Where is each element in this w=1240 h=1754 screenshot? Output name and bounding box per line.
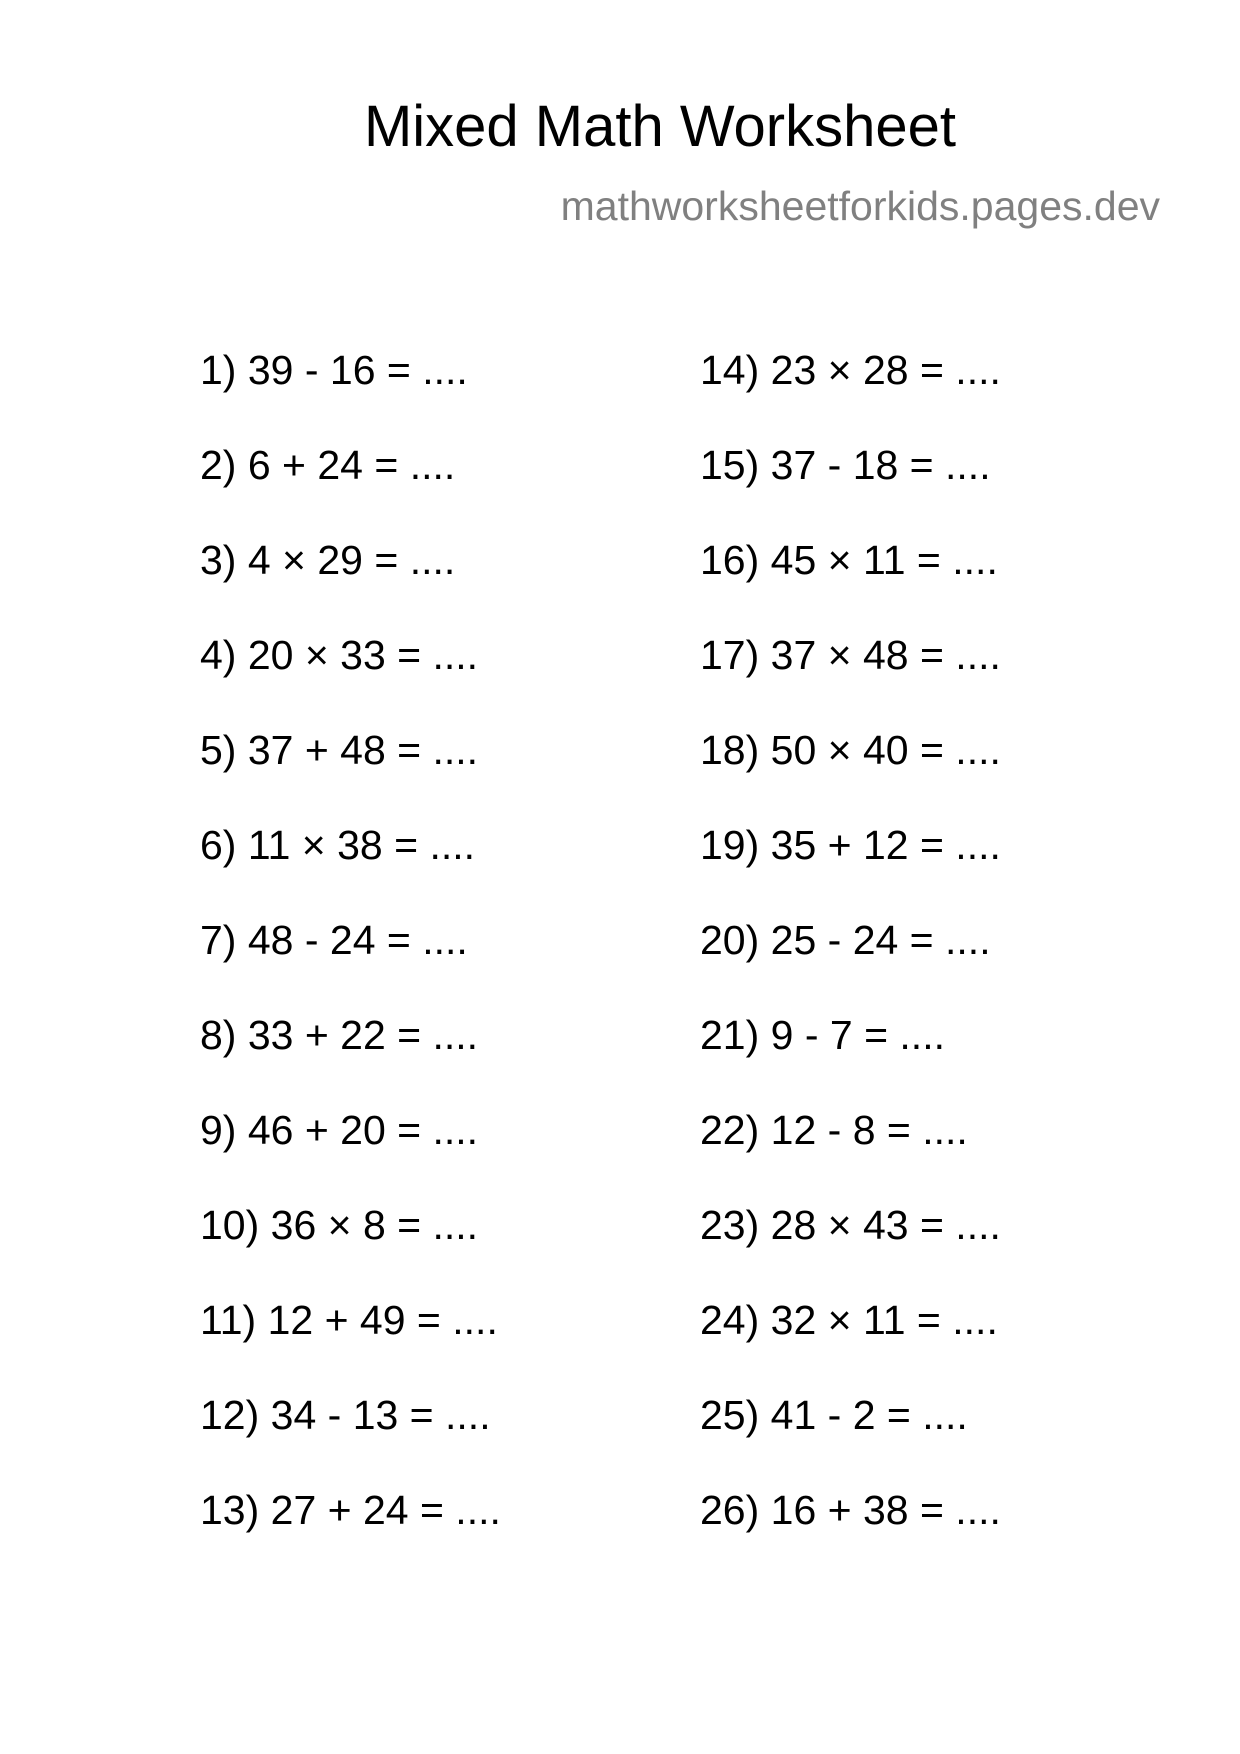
problem-2: 2) 6 + 24 = .... xyxy=(200,442,456,488)
page-title: Mixed Math Worksheet xyxy=(363,94,957,159)
problem-10: 10) 36 × 8 = .... xyxy=(200,1202,479,1248)
problem-1: 1) 39 - 16 = .... xyxy=(200,347,468,393)
right-problem-column xyxy=(700,347,1001,1585)
problem-18: 18) 50 × 40 = .... xyxy=(700,727,1001,773)
problem-13: 13) 27 + 24 = .... xyxy=(200,1487,501,1533)
problem-16: 16) 45 × 11 = .... xyxy=(700,537,998,583)
problem-grid xyxy=(200,347,1100,1550)
problem-20: 20) 25 - 24 = .... xyxy=(700,917,991,963)
problem-19: 19) 35 + 12 = .... xyxy=(700,822,1001,868)
problem-25: 25) 41 - 2 = .... xyxy=(700,1392,968,1438)
problem-5: 5) 37 + 48 = .... xyxy=(200,727,479,773)
source-url: mathworksheetforkids.pages.dev xyxy=(560,183,1160,229)
problem-14: 14) 23 × 28 = .... xyxy=(700,347,1001,393)
problem-7: 7) 48 - 24 = .... xyxy=(200,917,468,963)
problem-26: 26) 16 + 38 = .... xyxy=(700,1487,1001,1533)
problem-9: 9) 46 + 20 = .... xyxy=(200,1107,479,1153)
problem-6: 6) 11 × 38 = .... xyxy=(200,822,476,868)
problem-8: 8) 33 + 22 = .... xyxy=(200,1012,479,1058)
problem-17: 17) 37 × 48 = .... xyxy=(700,632,1001,678)
problem-23: 23) 28 × 43 = .... xyxy=(700,1202,1001,1248)
problem-15: 15) 37 - 18 = .... xyxy=(700,442,991,488)
problem-24: 24) 32 × 11 = .... xyxy=(700,1297,998,1343)
problem-12: 12) 34 - 13 = .... xyxy=(200,1392,491,1438)
left-problem-column xyxy=(200,347,501,1585)
problem-11: 11) 12 + 49 = .... xyxy=(200,1297,498,1343)
problem-22: 22) 12 - 8 = .... xyxy=(700,1107,968,1153)
problem-4: 4) 20 × 33 = .... xyxy=(200,632,479,678)
problem-3: 3) 4 × 29 = .... xyxy=(200,537,456,583)
problem-21: 21) 9 - 7 = .... xyxy=(700,1012,945,1058)
